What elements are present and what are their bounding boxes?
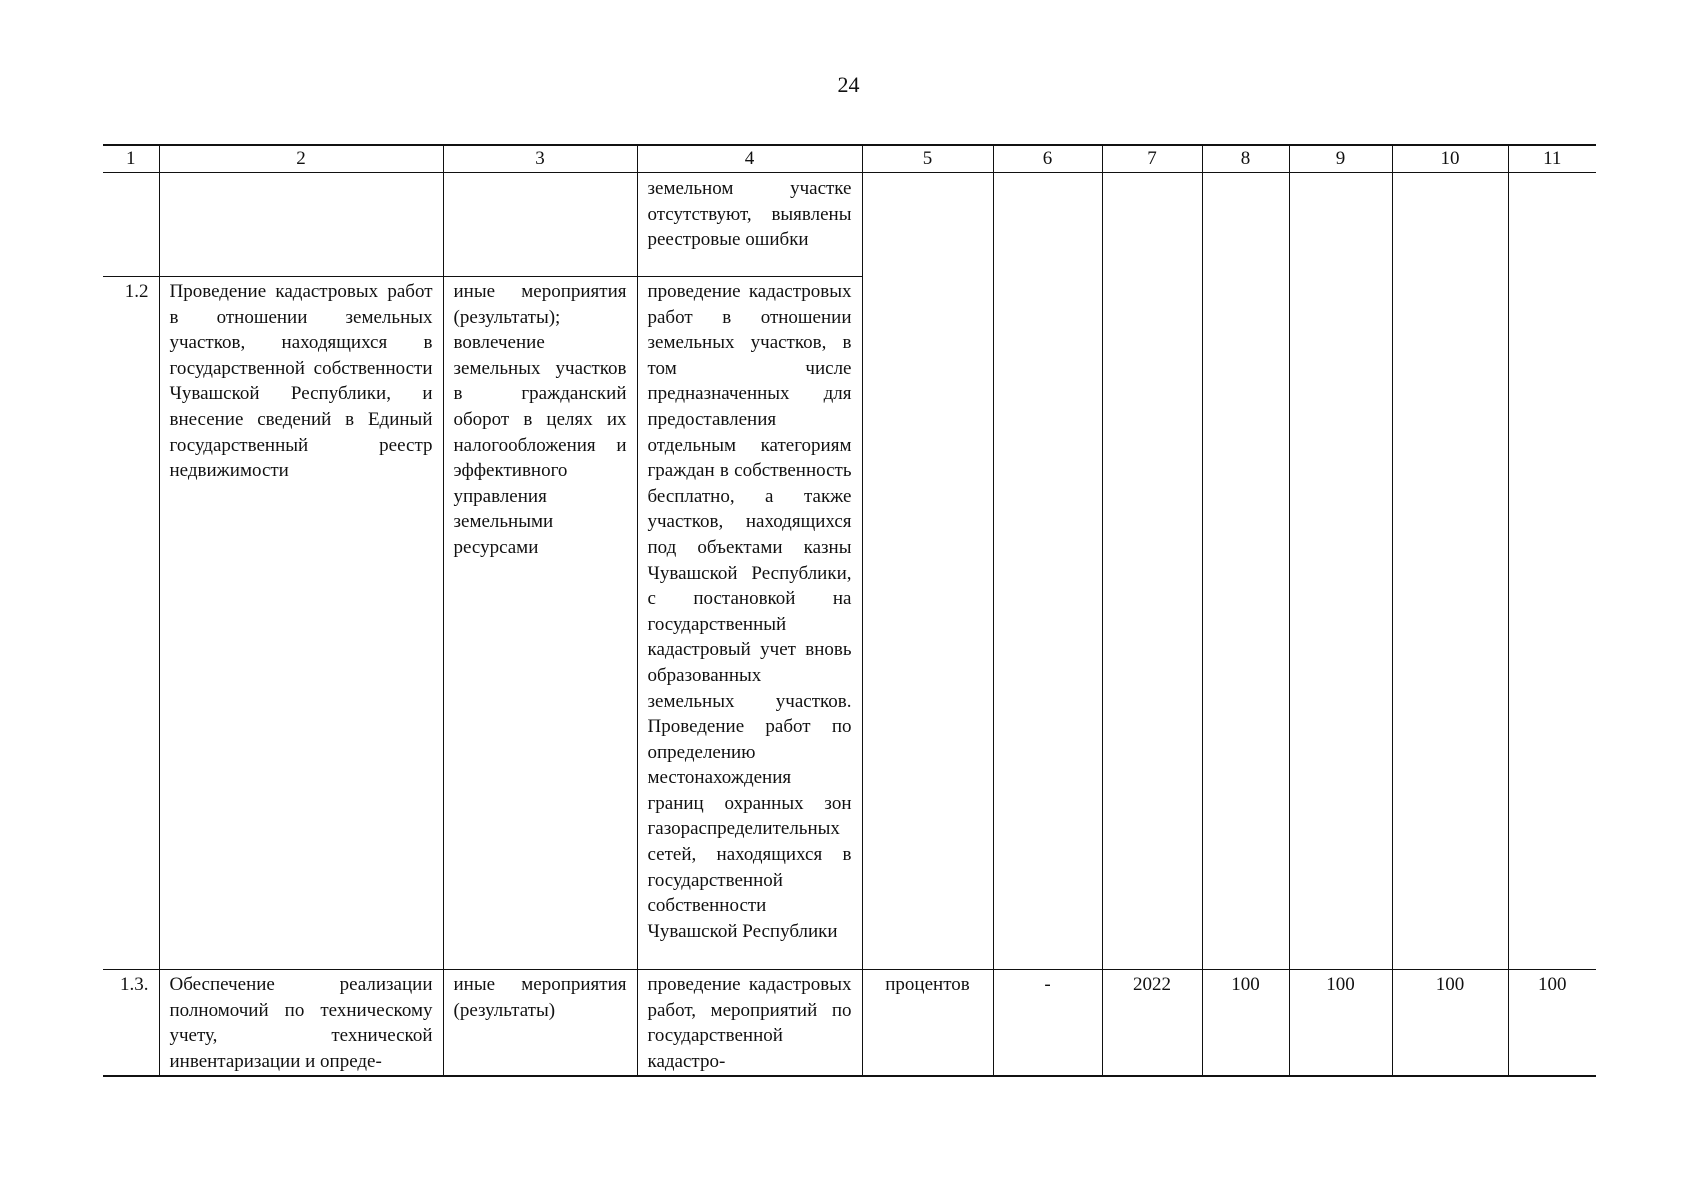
column-header: 9 xyxy=(1289,145,1392,173)
data-table xyxy=(103,144,1596,1077)
header-row xyxy=(103,145,1596,173)
column-header: 3 xyxy=(443,145,637,173)
cell-col7 xyxy=(1102,173,1202,277)
column-header: 10 xyxy=(1392,145,1508,173)
table-row-continuation xyxy=(103,173,1596,277)
column-header: 1 xyxy=(103,145,159,173)
column-header: 6 xyxy=(993,145,1102,173)
cell-col5 xyxy=(862,173,993,277)
cell-type: иные мероприятия (результаты); вовлечение земельных участков в гражданский оборот в целях их налогообложения и эффективного управления земельными ресурсами xyxy=(443,277,637,970)
cell-col6 xyxy=(993,173,1102,277)
table-row xyxy=(103,277,1596,970)
row-number: 1.3. xyxy=(103,970,159,1077)
cell-col6 xyxy=(993,277,1102,970)
page-number: 24 xyxy=(837,72,860,97)
cell-col6: - xyxy=(993,970,1102,1077)
continuation-text: земельном участке отсутствуют, выявлены реестровые ошибки xyxy=(647,178,852,251)
cell-col9 xyxy=(1289,277,1392,970)
cell-description: проведение кадастровых работ в отношении земельных участков, в том числе предназначенных для предоставления отдельным категориям граждан в собственность бесплатно, а также участков, находящихся под объектами казны Чувашской Республики, с постановкой на государственный кадастровый учет вновь образованных земельных участков. Проведение работ по определению местонахождения границ охранных зон газораспределительных сетей, находящихся в государственной собственности Чувашской Республики xyxy=(637,277,862,970)
cell-title: Обеспечение реализации полномочий по техническому учету, технической инвентаризации и опреде- xyxy=(159,970,443,1077)
column-header: 7 xyxy=(1102,145,1202,173)
cell-col10: 100 xyxy=(1392,970,1508,1077)
column-header: 8 xyxy=(1202,145,1289,173)
cell-col8 xyxy=(1202,277,1289,970)
cell-title: Проведение кадастровых работ в отношении земельных участков, находящихся в государственной собственности Чувашской Республики, и внесение сведений в Единый государственный реестр недвижимости xyxy=(159,277,443,970)
cell-unit xyxy=(862,277,993,970)
cell-col8: 100 xyxy=(1202,970,1289,1077)
cell-description: проведение кадастровых работ, мероприятий по государственной кадастро- xyxy=(637,970,862,1077)
cell-col11 xyxy=(1508,277,1596,970)
cell-col10 xyxy=(1392,277,1508,970)
cell-col8 xyxy=(1202,173,1289,277)
cell-col7 xyxy=(1102,277,1202,970)
cell-unit: процентов xyxy=(862,970,993,1077)
cell-col1 xyxy=(103,173,159,277)
cell-col3 xyxy=(443,173,637,277)
column-header: 11 xyxy=(1508,145,1596,173)
row-number: 1.2 xyxy=(103,277,159,970)
column-header: 2 xyxy=(159,145,443,173)
cell-col9 xyxy=(1289,173,1392,277)
cell-col10 xyxy=(1392,173,1508,277)
cell-col11 xyxy=(1508,173,1596,277)
cell-col11: 100 xyxy=(1508,970,1596,1077)
cell-col2 xyxy=(159,173,443,277)
column-header: 4 xyxy=(637,145,862,173)
cell-col4 xyxy=(637,173,862,277)
cell-type: иные мероприятия (результаты) xyxy=(443,970,637,1077)
cell-col9: 100 xyxy=(1289,970,1392,1077)
column-header: 5 xyxy=(862,145,993,173)
table-row xyxy=(103,970,1596,1077)
cell-col7: 2022 xyxy=(1102,970,1202,1077)
